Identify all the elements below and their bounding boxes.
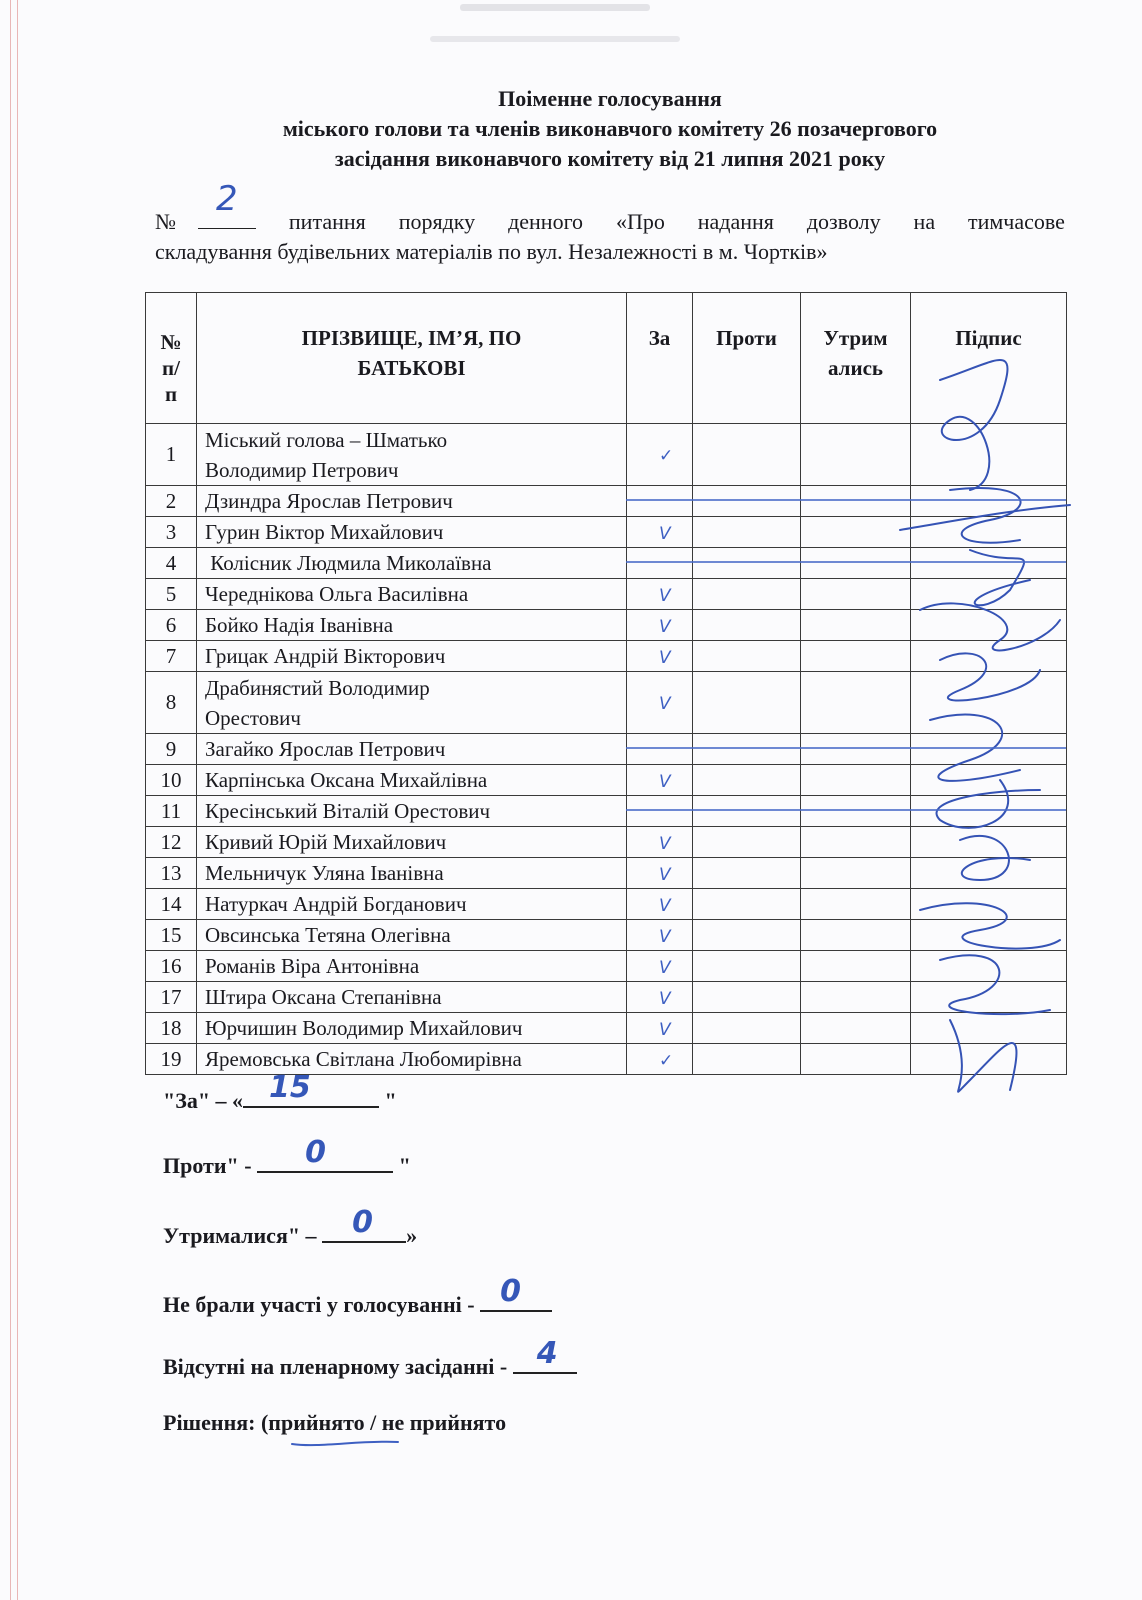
- member-name: [197, 920, 627, 951]
- member-name-line: Кривий Юрій Михайлович: [205, 830, 447, 854]
- member-name-line: Штира Оксана Степанівна: [205, 985, 442, 1009]
- member-name-line: Колісник Людмила Миколаївна: [205, 551, 492, 575]
- check-mark-icon: V: [659, 771, 671, 792]
- agenda-number-field: № 2: [155, 204, 256, 237]
- vote-utrymalys-cell: [801, 1013, 911, 1044]
- vote-za-cell: [627, 579, 693, 610]
- vote-proty-cell: [693, 610, 801, 641]
- vote-utrymalys-cell: [801, 734, 911, 765]
- signature-cell: [911, 827, 1067, 858]
- check-mark-icon: ✓: [659, 1050, 674, 1071]
- signature-cell: [911, 548, 1067, 579]
- check-mark-icon: V: [659, 864, 671, 885]
- check-mark-icon: V: [659, 523, 671, 544]
- vote-za-cell: [627, 796, 693, 827]
- handwritten-count-proty: 0: [305, 1135, 326, 1170]
- header-za: За: [627, 293, 693, 424]
- check-mark-icon: V: [659, 616, 671, 637]
- row-number: 18: [146, 1013, 197, 1044]
- member-name-line: Яремовська Світлана Любомирівна: [205, 1047, 522, 1071]
- title-line: міського голови та членів виконавчого комітету 26 позачергового: [282, 116, 938, 141]
- absent-strike-line: [626, 499, 1066, 501]
- absent-strike-line: [626, 561, 1066, 563]
- agenda-word: денного: [508, 209, 584, 234]
- member-name: [197, 610, 627, 641]
- agenda-word: надання: [697, 209, 774, 234]
- member-name-line: Драбинястий Володимир: [205, 675, 430, 700]
- member-name-line: Натуркач Андрій Богданович: [205, 892, 467, 916]
- vote-utrymalys-cell: [801, 1044, 911, 1075]
- summary-ne-braly-uchasti: Не брали участі у голосуванні - 0: [163, 1288, 552, 1318]
- member-name: [197, 765, 627, 796]
- signature-cell: [911, 951, 1067, 982]
- signature-cell: [911, 486, 1067, 517]
- table-header-row: [146, 293, 1067, 424]
- member-name: [197, 1013, 627, 1044]
- vote-utrymalys-cell: [801, 920, 911, 951]
- member-name: [197, 827, 627, 858]
- vote-proty-cell: [693, 424, 801, 486]
- summary-za: "За" – « 15 ": [163, 1070, 397, 1113]
- handwritten-count-utrymalys: 0: [352, 1205, 373, 1240]
- vote-utrymalys-cell: [801, 610, 911, 641]
- member-name: [197, 486, 627, 517]
- handwritten-count-ne-braly: 0: [500, 1274, 521, 1309]
- vote-utrymalys-cell: [801, 827, 911, 858]
- vote-za-cell: [627, 641, 693, 672]
- vote-za-cell: [627, 982, 693, 1013]
- agenda-item: [155, 179, 1065, 267]
- row-number: 9: [146, 734, 197, 765]
- table-row: [146, 858, 1067, 889]
- signature-cell: [911, 672, 1067, 734]
- header-pidpys: Підпис: [911, 293, 1067, 424]
- row-number: 8: [146, 672, 197, 734]
- check-mark-icon: V: [659, 895, 671, 916]
- signature-cell: [911, 1044, 1067, 1075]
- row-number: 3: [146, 517, 197, 548]
- summary-rishennia: Рішення: (прийнято / не прийнято: [163, 1410, 507, 1435]
- vote-proty-cell: [693, 1013, 801, 1044]
- signature-cell: [911, 641, 1067, 672]
- member-name-line: Романів Віра Антонівна: [205, 954, 420, 978]
- member-name: [197, 951, 627, 982]
- agenda-word: дозволу: [806, 209, 881, 234]
- row-number: 2: [146, 486, 197, 517]
- handwritten-item-number: 2: [216, 179, 238, 219]
- check-mark-icon: V: [659, 957, 671, 978]
- margin-ruling-line: [17, 0, 18, 1600]
- vote-za-cell: [627, 1013, 693, 1044]
- table-row: [146, 796, 1067, 827]
- vote-utrymalys-cell: [801, 796, 911, 827]
- member-name: [197, 579, 627, 610]
- signature-cell: [911, 579, 1067, 610]
- vote-utrymalys-cell: [801, 982, 911, 1013]
- row-number: 6: [146, 610, 197, 641]
- vote-za-cell: [627, 517, 693, 548]
- check-mark-icon: V: [659, 647, 671, 668]
- vote-utrymalys-cell: [801, 672, 911, 734]
- member-name-line: Овсинська Тетяна Олегівна: [205, 923, 451, 947]
- signature-cell: [911, 858, 1067, 889]
- member-name: [197, 796, 627, 827]
- agenda-word: «Про: [615, 209, 665, 234]
- header-number: № п/ п: [146, 293, 197, 424]
- row-number: 13: [146, 858, 197, 889]
- table-row: [146, 951, 1067, 982]
- member-name: [197, 424, 627, 486]
- margin-ruling-line: [10, 0, 11, 1600]
- agenda-word: на: [913, 209, 936, 234]
- header-name: ПРІЗВИЩЕ, ІМ’Я, ПО БАТЬКОВІ: [197, 293, 627, 424]
- member-name-line: Череднікова Ольга Василівна: [205, 582, 469, 606]
- table-row: [146, 579, 1067, 610]
- agenda-word: питання: [288, 209, 366, 234]
- member-name: [197, 548, 627, 579]
- member-name: [197, 517, 627, 548]
- vote-utrymalys-cell: [801, 951, 911, 982]
- member-name-line: Загайко Ярослав Петрович: [205, 737, 446, 761]
- summary-proty: Проти" - 0 ": [163, 1135, 411, 1178]
- row-number: 14: [146, 889, 197, 920]
- title-line: Поіменне голосування: [498, 86, 722, 111]
- vote-utrymalys-cell: [801, 548, 911, 579]
- handwritten-underline: [290, 1436, 400, 1450]
- vote-za-cell: [627, 548, 693, 579]
- table-row: [146, 610, 1067, 641]
- check-mark-icon: V: [659, 585, 671, 606]
- table-row: [146, 548, 1067, 579]
- vote-za-cell: [627, 765, 693, 796]
- vote-proty-cell: [693, 517, 801, 548]
- vote-proty-cell: [693, 889, 801, 920]
- member-name: [197, 672, 627, 734]
- table-row: [146, 734, 1067, 765]
- vote-utrymalys-cell: [801, 641, 911, 672]
- row-number: 11: [146, 796, 197, 827]
- agenda-line: [155, 179, 1065, 237]
- agenda-word: тимчасове: [968, 209, 1065, 234]
- vote-proty-cell: [693, 641, 801, 672]
- signature-cell: [911, 765, 1067, 796]
- vote-za-cell: [627, 920, 693, 951]
- handwritten-count-vidsutni: 4: [536, 1336, 558, 1371]
- member-name-line: Юрчишин Володимир Михайлович: [205, 1016, 523, 1040]
- table-row: [146, 517, 1067, 548]
- vote-proty-cell: [693, 796, 801, 827]
- member-name-line: Мельничук Уляна Іванівна: [205, 861, 444, 885]
- vote-za-cell: [627, 672, 693, 734]
- header-proty: Проти: [693, 293, 801, 424]
- member-name: [197, 734, 627, 765]
- table-row: [146, 982, 1067, 1013]
- table-row: [146, 827, 1067, 858]
- vote-proty-cell: [693, 858, 801, 889]
- header-utrymalys: Утрим ались: [801, 293, 911, 424]
- row-number: 12: [146, 827, 197, 858]
- summary-vidsutni: Відсутні на пленарному засіданні - 4: [163, 1350, 577, 1380]
- row-number: 10: [146, 765, 197, 796]
- signature-cell: [911, 734, 1067, 765]
- vote-utrymalys-cell: [801, 517, 911, 548]
- vote-za-cell: [627, 610, 693, 641]
- vote-proty-cell: [693, 951, 801, 982]
- absent-strike-line: [626, 809, 1066, 811]
- check-mark-icon: V: [659, 926, 671, 947]
- table-row: [146, 672, 1067, 734]
- member-name: [197, 982, 627, 1013]
- row-number: 5: [146, 579, 197, 610]
- handwritten-count-za: 15: [269, 1070, 311, 1105]
- vote-utrymalys-cell: [801, 765, 911, 796]
- vote-za-cell: [627, 734, 693, 765]
- table-row: [146, 486, 1067, 517]
- signature-cell: [911, 982, 1067, 1013]
- vote-za-cell: [627, 858, 693, 889]
- vote-proty-cell: [693, 734, 801, 765]
- row-number: 1: [146, 424, 197, 486]
- vote-proty-cell: [693, 920, 801, 951]
- signature-cell: [911, 424, 1067, 486]
- agenda-word: порядку: [398, 209, 476, 234]
- member-name: [197, 858, 627, 889]
- check-mark-icon: V: [659, 1019, 671, 1040]
- row-number: 17: [146, 982, 197, 1013]
- vote-za-cell: [627, 424, 693, 486]
- member-name: [197, 641, 627, 672]
- absent-strike-line: [626, 747, 1066, 749]
- signature-cell: [911, 920, 1067, 951]
- vote-utrymalys-cell: [801, 858, 911, 889]
- vote-za-cell: [627, 889, 693, 920]
- row-number: 4: [146, 548, 197, 579]
- signature-cell: [911, 796, 1067, 827]
- vote-za-cell: [627, 486, 693, 517]
- member-name-line: Карпінська Оксана Михайлівна: [205, 768, 488, 792]
- member-name-line: Гурин Віктор Михайлович: [205, 520, 444, 544]
- vote-proty-cell: [693, 1044, 801, 1075]
- member-name-line: Грицак Андрій Вікторович: [205, 644, 446, 668]
- member-name-line: Бойко Надія Іванівна: [205, 613, 394, 637]
- vote-za-cell: [627, 1044, 693, 1075]
- vote-za-cell: [627, 951, 693, 982]
- row-number: 15: [146, 920, 197, 951]
- signature-cell: [911, 889, 1067, 920]
- agenda-line: складування будівельних матеріалів по вул. Незалежності в м. Чортків»: [155, 239, 828, 264]
- vote-utrymalys-cell: [801, 889, 911, 920]
- vote-proty-cell: [693, 765, 801, 796]
- row-number: 16: [146, 951, 197, 982]
- summary-utrymalys: Утрималися" – 0 »: [163, 1205, 418, 1248]
- signature-cell: [911, 517, 1067, 548]
- table-row: [146, 765, 1067, 796]
- vote-proty-cell: [693, 548, 801, 579]
- table-row: [146, 641, 1067, 672]
- vote-proty-cell: [693, 672, 801, 734]
- vote-proty-cell: [693, 486, 801, 517]
- member-name-line: Орестович: [205, 705, 301, 730]
- vote-proty-cell: [693, 827, 801, 858]
- vote-za-cell: [627, 827, 693, 858]
- member-name-line: Дзиндра Ярослав Петрович: [205, 489, 453, 513]
- table-row: [146, 920, 1067, 951]
- member-name-line: Міський голова – Шматько: [205, 427, 448, 452]
- row-number: 19: [146, 1044, 197, 1075]
- member-name-line: Володимир Петрович: [205, 457, 399, 482]
- row-number: 7: [146, 641, 197, 672]
- faded-bleed-through-text: [430, 0, 680, 55]
- vote-utrymalys-cell: [801, 424, 911, 486]
- vote-proty-cell: [693, 579, 801, 610]
- vote-utrymalys-cell: [801, 486, 911, 517]
- signature-cell: [911, 610, 1067, 641]
- member-name: [197, 889, 627, 920]
- table-row: [146, 889, 1067, 920]
- table-row: [146, 1013, 1067, 1044]
- signature-cell: [911, 1013, 1067, 1044]
- vote-proty-cell: [693, 982, 801, 1013]
- title-line: засідання виконавчого комітету від 21 липня 2021 року: [334, 146, 886, 171]
- check-mark-icon: ✓: [659, 446, 674, 466]
- check-mark-icon: V: [659, 988, 671, 1009]
- vote-utrymalys-cell: [801, 579, 911, 610]
- table-row: [146, 424, 1067, 486]
- member-name-line: Кресінський Віталій Орестович: [205, 799, 491, 823]
- voting-table: [145, 292, 1067, 1075]
- document-title: [150, 84, 1070, 174]
- member-name: [197, 1044, 627, 1075]
- check-mark-icon: V: [659, 833, 671, 854]
- check-mark-icon: V: [659, 694, 671, 714]
